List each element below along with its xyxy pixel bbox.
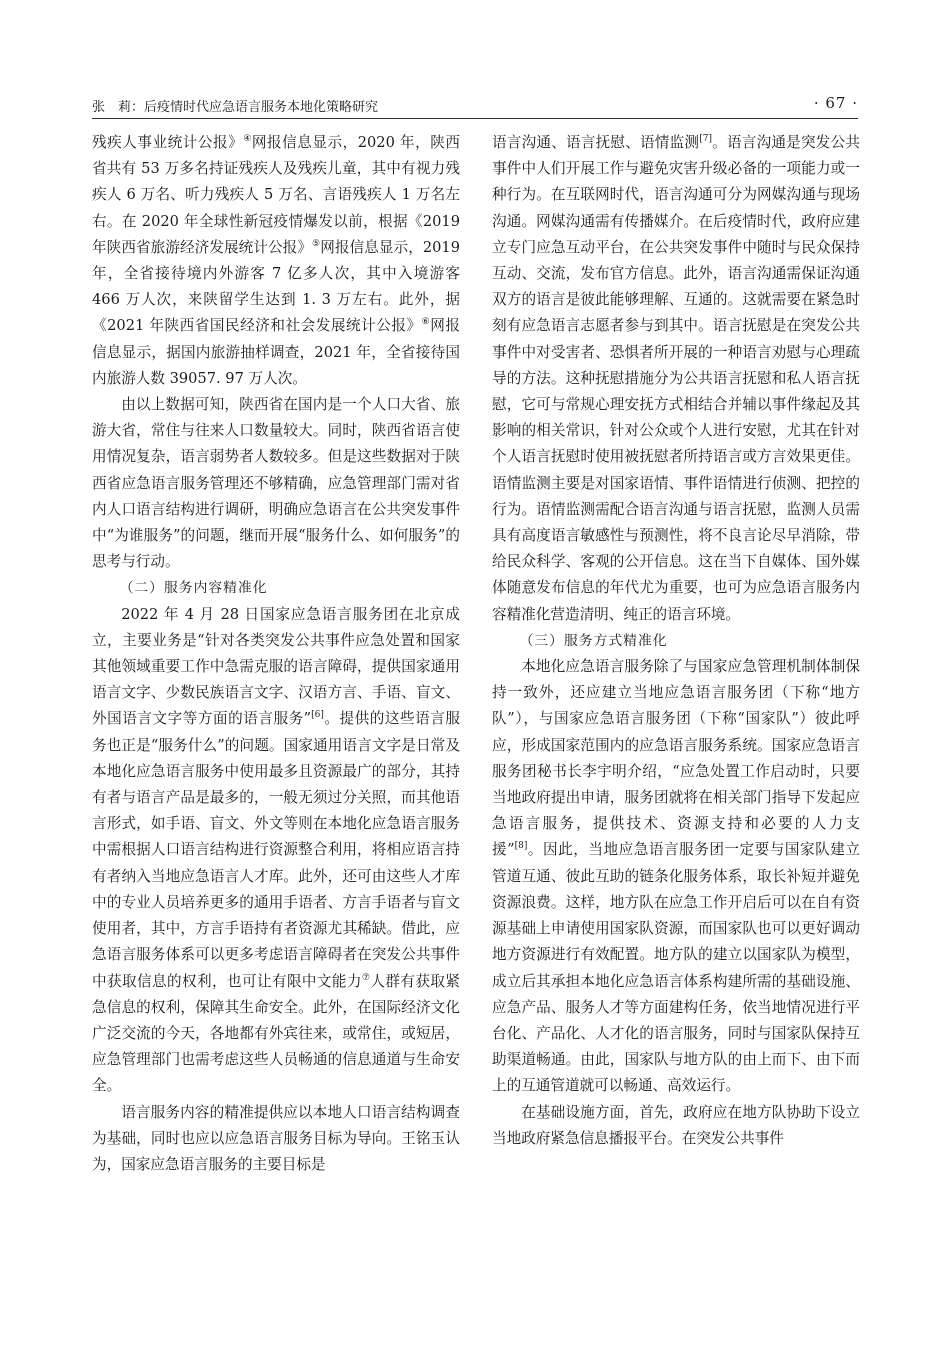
- paragraph-analysis: 由以上数据可知，陕西省在国内是一个人口大省、旅游大省，常住与往来人口数量较大。同时，陕西省语言使用情况复杂，语言弱势者人数较多。但是这些数据对于陕西省应急语言服务管理还不够精确，应急管理部门需对省内人口语言结构进行调研，明确应急语言在公共突发事件中“为谁服务”的问题，继而开展“服务什么、如何服务”的思考与行动。: [92, 396, 460, 571]
- running-header: [92, 92, 858, 119]
- paragraph-communication: 语言沟通、语言抚慰、语情监测[7]。语言沟通是突发公共事件中人们开展工作与避免灾害升级必备的一项能力或一种行为。在互联网时代，语言沟通可分为网媒沟通与现场沟通。网媒沟通需有传播媒介。在后疫情时代，政府应建立专门应急互动平台，在公共突发事件中随时与民众保持互动、交流，发布官方信息。此外，语言沟通需保证沟通双方的语言是彼此能够理解、互通的。这就需要在紧急时刻有应急语言志愿者参与到其中。语言抚慰是在突发公共事件中对受害者、恐惧者所开展的一种语言劝慰与心理疏导的方法。这种抚慰措施分为公共语言抚慰和私人语言抚慰，它可与常规心理安抚方式相结合并辅以事件缘起及其影响的相关常识，针对公众或个人进行安慰，尤其在针对个人语言抚慰时使用被抚慰者所持语言或方言效果更佳。语情监测主要是对国家语情、事件语情进行侦测、把控的行为。语情监测需配合语言沟通与语言抚慰，监测人员需具有高度语言敏感性与预测性，将不良言论尽早消除，带给民众科学、客观的公开信息。这在当下自媒体、国外媒体随意发布信息的年代尤为重要，也可为应急语言服务内容精准化营造清明、纯正的语言环境。: [492, 134, 860, 623]
- footnote-marker: ⑦: [361, 972, 371, 983]
- citation-marker: [8]: [514, 841, 528, 852]
- paragraph-infrastructure: 在基础设施方面，首先，政府应在地方队协助下设立当地政府紧急信息播报平台。在突发公共事件: [492, 1103, 860, 1147]
- footnote-marker: ④: [243, 134, 252, 144]
- paragraph-service-content: 2022 年 4 月 28 日国家应急语言服务团在北京成立，主要业务是“针对各类突发公共事件应急处置和国家其他领域重要工作中急需克服的语言障碍，提供国家通用语言文字、少数民族语言文字、汉语方言、手语、盲文、外国语言文字等方面的语言服务”[6]。提供的这些语言服务也正是“服务什么”的问题。国家通用语言文字是日常及本地化应急语言服务中使用最多且资源最广的部分，其持有者与语言产品是最多的，一般无须过分关照，而其他语言形式，如手语、盲文、外文等则在本地化应急语言服务中需根据人口语言结构进行资源整合利用，将相应语言持有者纳入当地应急语言人才库。此外，还可由这些人才库中的专业人员培养更多的通用手语者、方言手语者与盲文使用者，其中，方言手语持有者资源尤其稀缺。借此，应急语言服务体系可以更多考虑语言障碍者在突发公共事件中获取信息的权利，也可让有限中文能力⑦人群有获取紧急信息的权利，保障其生命安全。此外，在国际经济文化广泛交流的今天，各地都有外宾往来，或常住，或短居，应急管理部门也需考虑这些人员畅通的信息通道与生命安全。: [92, 605, 460, 1095]
- header-author-title: 张 莉：后疫情时代应急语言服务本地化策略研究: [92, 100, 379, 115]
- citation-marker: [6]: [311, 710, 324, 721]
- paragraph-service-goals: 语言服务内容的精准提供应以本地人口语言结构调查为基础，同时也应以应急语言服务目标为导向。王铭玉认为，国家应急语言服务的主要目标是: [92, 1103, 460, 1173]
- citation-marker: [7]: [699, 134, 712, 144]
- page-number: · 67 ·: [813, 94, 858, 112]
- section-heading-method: （三）服务方式精准化: [519, 632, 668, 649]
- section-heading-content: （二）服务内容精准化: [119, 580, 268, 597]
- footnote-marker: ⑤: [312, 238, 321, 249]
- paragraph-statistics: 残疾人事业统计公报》④网报信息显示，2020 年，陕西省共有 53 万多名持证残疾人及残疾儿童，其中有视力残疾人 6 万名、听力残疾人 5 万名、言语残疾人 1 万名左右。在 2020 年全球性新冠疫情爆发以前，根据《2019 年陕西省旅游经济发展统计公报》⑤网报信息显示，2019 年，全省接待境内外游客 7 亿多人次，其中入境游客 466 万人次，来陕留学生达到 1. 3 万左右。此外，据《2021 年陕西省国民经济和社会发展统计公报》⑥网报信息显示，据国内旅游抽样调查，2021 年，全省接待国内旅游人数 39057. 97 万人次。: [92, 134, 461, 387]
- right-column: [492, 130, 860, 1152]
- footnote-marker: ⑥: [421, 317, 431, 328]
- paragraph-service-method: 本地化应急语言服务除了与国家应急管理机制体制保持一致外，还应建立当地应急语言服务团（下称“地方队”），与国家应急语言服务团（下称“国家队”）彼此呼应，形成国家范围内的应急语言服务系统。国家应急语言服务团秘书长李宇明介绍，“应急处置工作启动时，只要当地政府提出申请，服务团就将在相关部门指导下发起应急语言服务，提供技术、资源支持和必要的人力支援”[8]。因此，当地应急语言服务团一定要与国家队建立管道互通、彼此互助的链条化服务体系，取长补短并避免资源浪费。这样，地方队在应急工作开启后可以在自有资源基础上申请使用国家队资源，而国家队也可以更好调动地方资源进行有效配置。地方队的建立以国家队为模型，成立后其承担本地化应急语言体系构建所需的基础设施、应急产品、服务人才等方面建构任务，依当地情况进行平台化、产品化、人才化的语言服务，同时与国家队保持互助渠道畅通。由此，国家队与地方队的由上而下、由下而上的互通管道就可以畅通、高效运行。: [492, 658, 860, 1095]
- left-column: [92, 130, 460, 1178]
